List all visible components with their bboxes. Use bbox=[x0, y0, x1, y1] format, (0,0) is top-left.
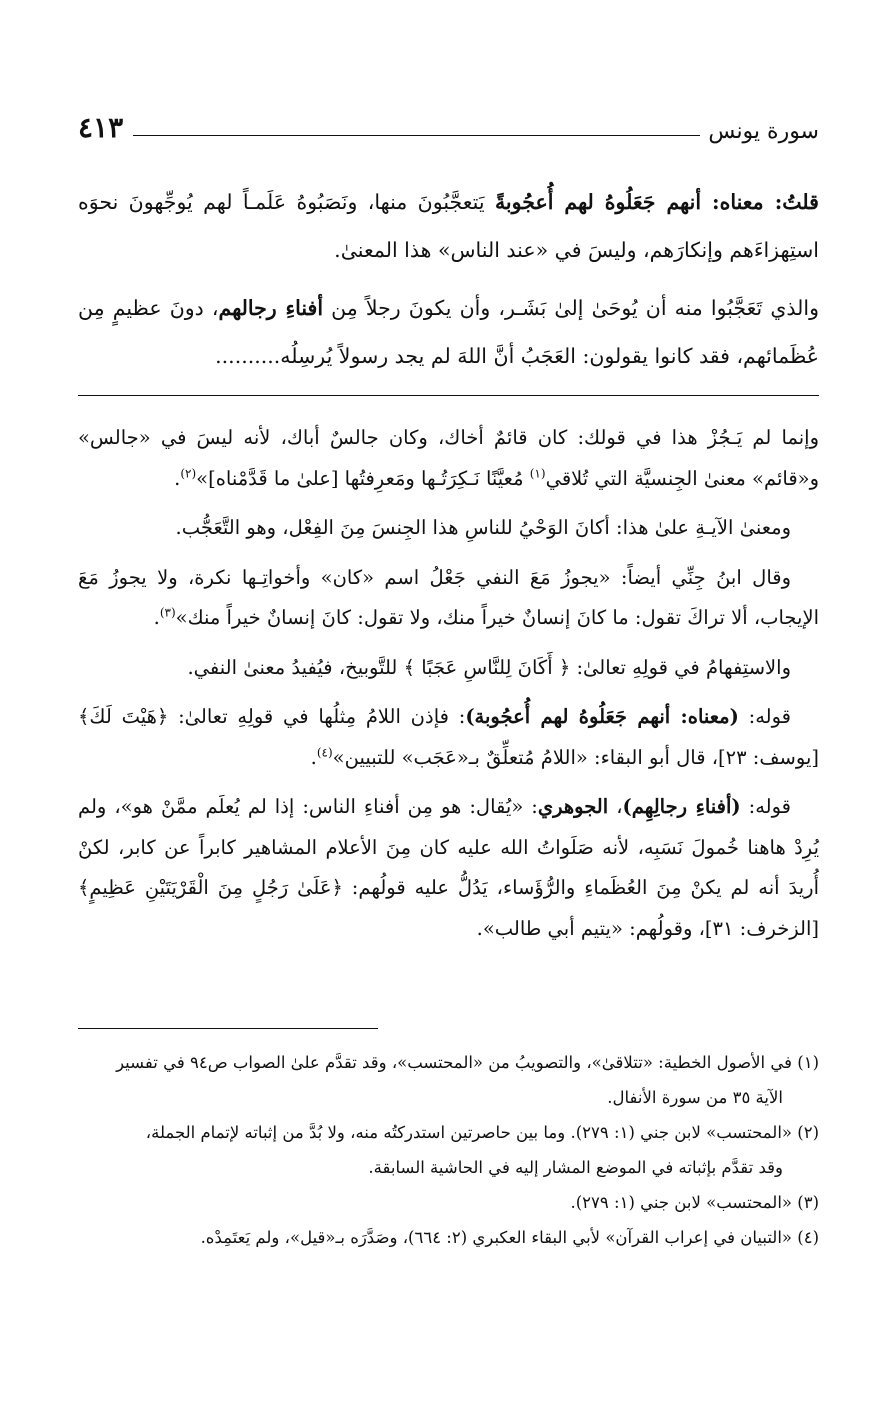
c5-rest: : فإذن اللامُ مِثلُها في قولِهِ تعالىٰ: ﴿هَيْتَ لَكَ﴾ [يوسف: ٢٣]، قال أبو البقاء: «اللامُ مُتعلِّقٌ بـ«عَجَب» للتبيين» bbox=[78, 705, 819, 769]
main-p2-rest: ، دونَ عظيمٍ مِن عُظَمائهم، فقد كانوا يقولون: العَجَبُ أنَّ اللهَ لم يجد رسولاً يُرسِلُه.......... bbox=[78, 296, 819, 368]
c6-bold-2: الجوهري bbox=[537, 795, 609, 818]
footnote-rule bbox=[78, 1028, 378, 1029]
footnote-2-num: (٢) bbox=[797, 1123, 819, 1142]
footnote-3-num: (٣) bbox=[797, 1193, 819, 1212]
c5-lead: قوله: bbox=[738, 705, 791, 728]
c6-bold-1: (أفناءِ رجالِهِم) bbox=[622, 795, 741, 818]
c5-bold: (معناه: أنهم جَعَلُوهُ لهم أُعجُوبة) bbox=[465, 705, 739, 728]
page bbox=[78, 0, 819, 1407]
footnote-2-cont: وقد تقدَّم بإثباته في الموضع المشار إليه في الحاشية السابقة. bbox=[368, 1158, 783, 1177]
main-divider bbox=[78, 395, 819, 396]
c6-sep: ، bbox=[608, 795, 623, 818]
commentary bbox=[78, 418, 819, 958]
commentary-paragraph-3 bbox=[78, 558, 819, 639]
footnote-ref-3: (٣) bbox=[159, 605, 176, 620]
commentary-paragraph-6 bbox=[78, 787, 819, 949]
main-p1-bold: قلتُ: معناه: أنهم جَعَلُوهُ لهم أُعجُوبةً bbox=[494, 190, 819, 214]
main-paragraph-2 bbox=[78, 284, 819, 380]
c3-end: . bbox=[153, 606, 160, 629]
c5-end: . bbox=[310, 745, 317, 769]
footnote-ref-4: (٤) bbox=[316, 745, 333, 759]
commentary-paragraph-5 bbox=[78, 697, 819, 778]
page-number: ٤١٣ bbox=[78, 111, 124, 144]
footnote-1-text: في الأصول الخطية: «تتلاقىٰ»، والتصويبُ من «المحتسب»، وقد تقدَّم علىٰ الصواب ص٩٤ في تفسير bbox=[116, 1053, 792, 1072]
footnote-1 bbox=[78, 1046, 819, 1079]
footnote-2-text: «المحتسب» لابن جني (١: ٢٧٩). وما بين حاصرتين استدركتُه منه، ولا بُدَّ من إثباته لإتمام الجملة، bbox=[145, 1123, 792, 1142]
c6-lead: قوله: bbox=[740, 795, 792, 818]
main-text bbox=[78, 178, 819, 390]
commentary-paragraph-4: والاستِفهامُ في قولِهِ تعالىٰ: ﴿ أَكَانَ لِلنَّاسِ عَجَبًا ﴾ للتَّوبيخ، فيُفيدُ معنىٰ النفي. bbox=[187, 655, 791, 679]
commentary-paragraph-1 bbox=[78, 418, 819, 499]
main-paragraph-1 bbox=[78, 178, 819, 274]
surah-title: سورة يونس bbox=[708, 119, 819, 144]
footnote-ref-2: (٢) bbox=[180, 466, 197, 480]
footnote-3 bbox=[78, 1186, 819, 1219]
main-p2-start: والذي تَعَجَّبُوا منه أن يُوحَىٰ إلىٰ بَشَـر، وأن يكونَ رجلاً مِن bbox=[323, 296, 819, 320]
main-p1-rest: يَتعجَّبُونَ منها، ونَصَبُوهُ عَلَمـاً لهم يُوجِّهونَ نحوَه استِهزاءَهم وإنكارَهم، وليسَ في «عند الناس» هذا المعنىٰ. bbox=[78, 190, 819, 262]
c1-text: وإنما لم يَـجُزْ هذا في قولك: كان قائمٌ أخاك، وكان جالسٌ أباك، لأنه ليسَ في «جالس» و«قائم» معنىٰ الجِنسيَّة التي تُلاقي bbox=[78, 426, 819, 490]
footnote-2 bbox=[78, 1116, 819, 1149]
page-header bbox=[78, 108, 819, 144]
footnotes bbox=[78, 1046, 819, 1256]
c3-text: وقال ابنُ جِنِّي أيضاً: «يجوزُ مَعَ النفي جَعْلُ اسم «كان» وأخواتِـها نكرة، ولا يجوزُ مَعَ الإيجاب، ألا تراكَ تقول: ما كانَ إنسانٌ خيراً منك، ولا تقول: كانَ إنسانٌ خيراً منك» bbox=[78, 565, 819, 629]
footnote-4 bbox=[78, 1221, 819, 1254]
footnote-1-num: (١) bbox=[797, 1053, 819, 1072]
c1-mid: مُعيَّنًا نَـكِرَتُـها ومَعرِفتُها [علىٰ ما قَدَّمْناه]» bbox=[196, 466, 530, 490]
footnote-ref-1: (١) bbox=[529, 466, 546, 480]
footnote-3-text: «المحتسب» لابن جني (١: ٢٧٩). bbox=[570, 1193, 792, 1212]
footnote-4-text: «التبيان في إعراب القرآن» لأبي البقاء العكبري (٢: ٦٦٤)، وصَدَّرَه بـ«قيل»، ولم يَعتَمِدْه. bbox=[200, 1228, 792, 1247]
footnote-4-num: (٤) bbox=[797, 1228, 819, 1247]
c1-end: . bbox=[174, 466, 181, 490]
main-p2-bold: أفناءِ رجالهم bbox=[218, 296, 324, 320]
header-rule bbox=[133, 135, 700, 136]
footnote-1-cont: الآية ٣٥ من سورة الأنفال. bbox=[607, 1088, 783, 1107]
commentary-paragraph-2: ومعنىٰ الآيـةِ علىٰ هذا: أكانَ الوَحْيُ للناسِ هذا الجِنسَ مِنَ الفِعْل، وهو التَّعَجُّب. bbox=[175, 516, 791, 539]
c6-rest: : «يُقال: هو مِن أفناءِ الناس: إذا لم يُعلَم ممَّنْ هو»، ولم يُرِدْ هاهنا خُمولَ نَسَبِه، لأنه صَلَواتُ الله عليه كان مِنَ الأعلام المشاهير كابراً عن كابر، لكنْ أُريدَ أنه لم يكنْ مِنَ العُظَماءِ والرُّؤَساء، يَدُلُّ عليه قولُهم: ﴿عَلَىٰ رَجُلٍ مِنَ الْقَرْيَتَيْنِ عَظِيمٍ﴾ [الزخرف: ٣١]، وقولُهم: «يتيم أبي طالب». bbox=[78, 795, 819, 940]
